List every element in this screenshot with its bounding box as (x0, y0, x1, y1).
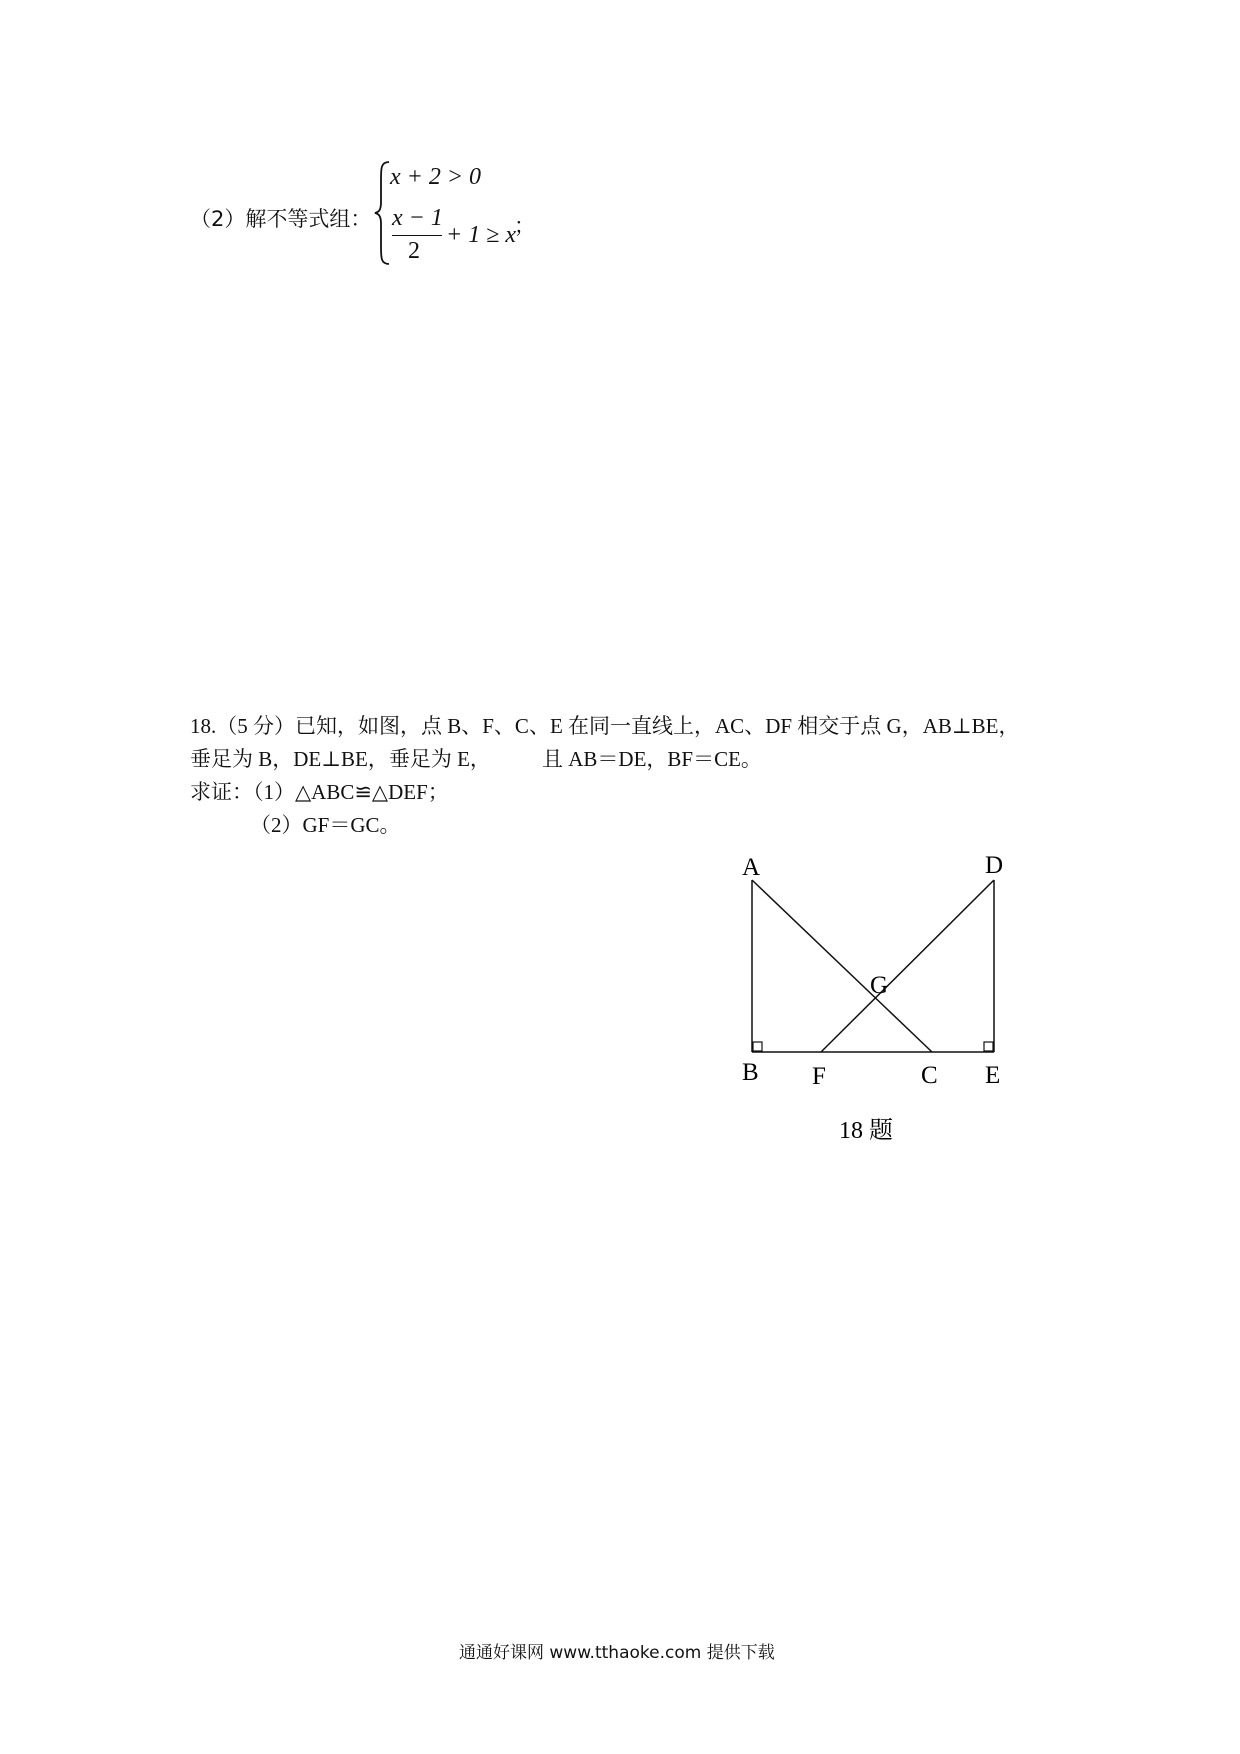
right-angle-E (984, 1042, 993, 1051)
problem-18-prove-1: 求证：（1）△ABC≌△DEF； (190, 780, 449, 804)
problem-18-line2b: 且 AB＝DE，BF＝CE。 (542, 747, 762, 771)
geometry-figure (700, 840, 1040, 1160)
end-semicolon: ； (514, 214, 535, 238)
problem-18-prove-2: （2）GF＝GC。 (250, 813, 401, 837)
label-A: A (742, 854, 761, 881)
label-G: G (870, 972, 889, 999)
label-D: D (985, 852, 1004, 879)
fraction-bar (392, 235, 442, 236)
problem-18-line1: 18.（5 分）已知，如图，点 B、F、C、E 在同一直线上，AC、DF 相交于点 G，AB⊥BE， (190, 714, 1020, 738)
label-C: C (921, 1062, 938, 1089)
fraction-numerator: x − 1 (392, 205, 443, 231)
fraction-denominator: 2 (408, 238, 420, 264)
segment-DF (821, 880, 994, 1052)
inequality-1: x + 2 > 0 (390, 164, 482, 190)
segment-AC (752, 880, 932, 1052)
label-B: B (742, 1059, 759, 1086)
label-E: E (985, 1062, 1001, 1089)
footer-text: 通通好课网 www.tthaoke.com 提供下载 (459, 1643, 775, 1663)
label-F: F (812, 1063, 826, 1090)
figure-caption: 18 题 (839, 1118, 893, 1144)
problem-18-line2a: 垂足为 B，DE⊥BE，垂足为 E， (190, 747, 491, 771)
problem-17-part2-label: （2）解不等式组： (190, 207, 372, 231)
inequality-2-rest: + 1 ≥ x (446, 222, 517, 248)
right-angle-B (753, 1042, 762, 1051)
